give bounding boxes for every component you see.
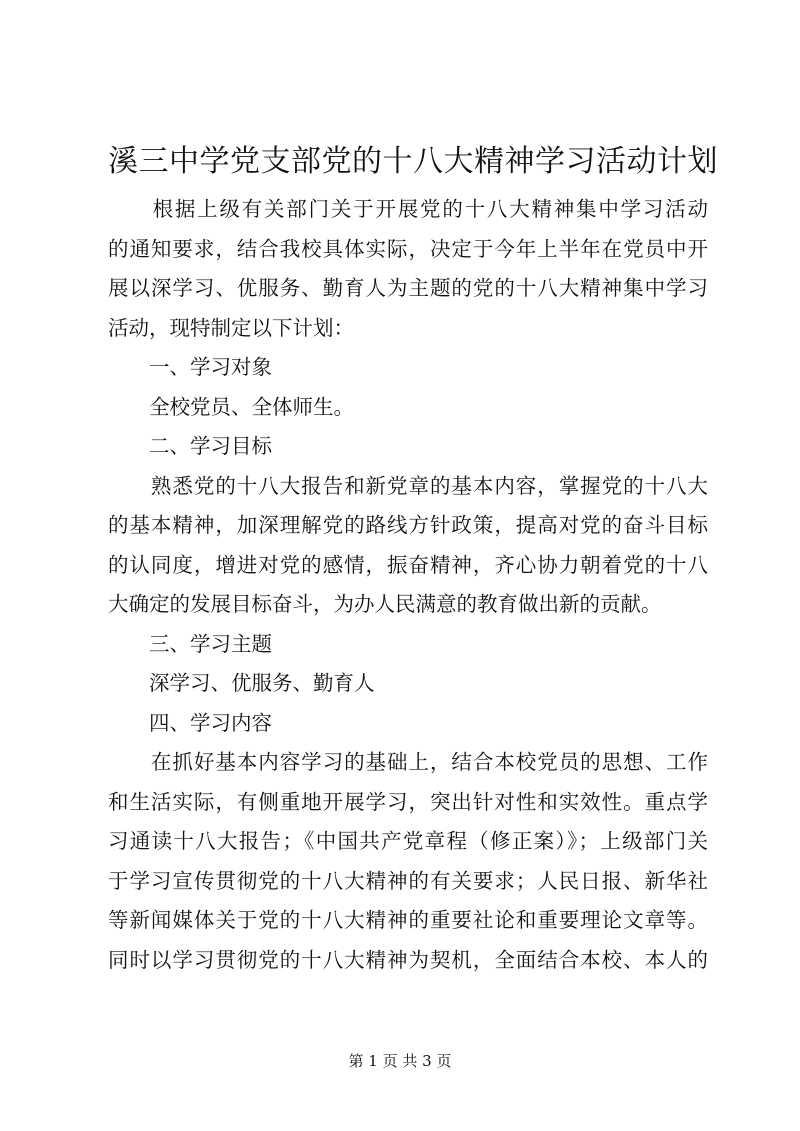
paragraph-line: 于学习宣传贯彻党的十八大精神的有关要求；人民日报、新华社 <box>108 868 708 893</box>
page-number-footer: 第 1 页 共 3 页 <box>348 1052 452 1070</box>
paragraph-line: 等新闻媒体关于党的十八大精神的重要社论和重要理论文章等。 <box>108 908 708 932</box>
paragraph-line: 展以深学习、优服务、勤育人为主题的党的十八大精神集中学习 <box>108 276 708 300</box>
paragraph-line: 的基本精神，加深理解党的路线方针政策，提高对党的奋斗目标 <box>108 513 708 537</box>
paragraph-line: 全校党员、全体师生。 <box>108 394 354 419</box>
paragraph-line: 四、学习内容 <box>108 710 272 735</box>
document-title: 溪三中学党支部党的十八大精神学习活动计划 <box>108 144 718 179</box>
paragraph-line: 根据上级有关部门关于开展党的十八大精神集中学习活动 <box>108 197 708 221</box>
paragraph-line: 的通知要求，结合我校具体实际，决定于今年上半年在党员中开 <box>108 236 708 261</box>
paragraph-line: 活动，现特制定以下计划： <box>108 315 354 340</box>
paragraph-line: 深学习、优服务、勤育人 <box>108 671 375 695</box>
paragraph-line: 熟悉党的十八大报告和新党章的基本内容，掌握党的十八大 <box>108 473 708 498</box>
document-body <box>108 190 708 980</box>
paragraph-line: 同时以学习贯彻党的十八大精神为契机，全面结合本校、本人的 <box>108 947 708 972</box>
paragraph-line: 的认同度，增进对党的感情，振奋精神，齐心协力朝着党的十八 <box>108 552 708 577</box>
paragraph-line: 一、学习对象 <box>108 355 272 379</box>
paragraph-line: 大确定的发展目标奋斗，为办人民满意的教育做出新的贡献。 <box>108 592 662 616</box>
paragraph-line: 习通读十八大报告；《中国共产党章程（修正案）》；上级部门关 <box>108 829 708 853</box>
paragraph-line: 二、学习目标 <box>108 434 272 458</box>
paragraph-line: 和生活实际，有侧重地开展学习，突出针对性和实效性。重点学 <box>108 789 708 814</box>
paragraph-line: 在抓好基本内容学习的基础上，结合本校党员的思想、工作 <box>108 750 708 774</box>
paragraph-line: 三、学习主题 <box>108 631 272 656</box>
